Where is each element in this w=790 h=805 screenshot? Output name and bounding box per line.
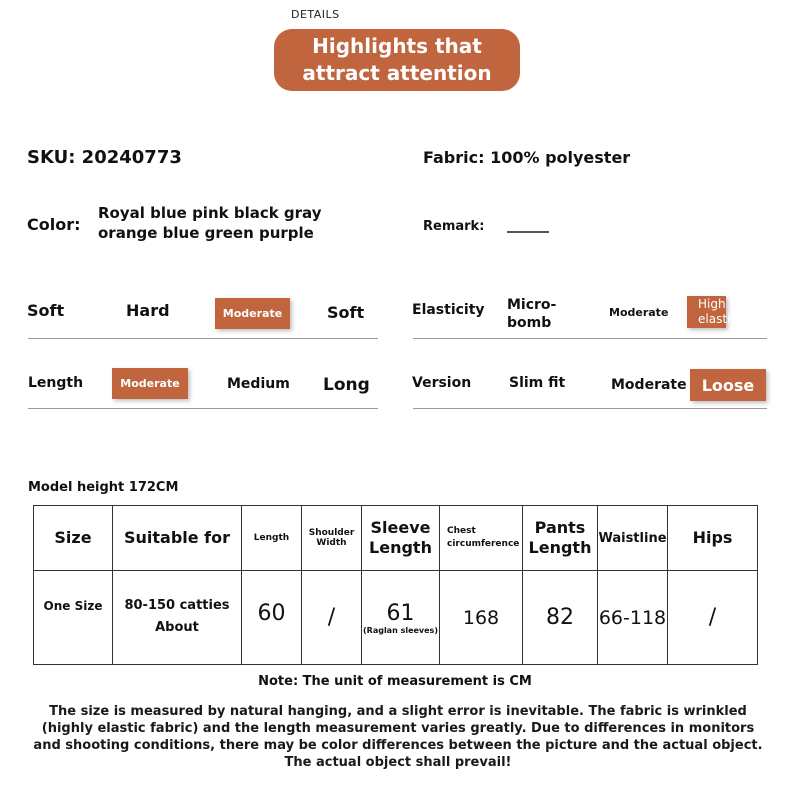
length-option-long: Long [323,375,370,395]
elasticity-divider [413,338,767,339]
cell-suitable-line-2: About [155,620,199,635]
size-table-row [34,571,758,665]
header-shoulder-width: Shoulder Width [302,506,362,571]
elasticity-selected-chip-line-2: elastic [698,312,737,326]
cell-suitable-for [113,571,242,665]
unit-note: Note: The unit of measurement is CM [258,674,532,689]
elasticity-option-micro-line-1: Micro- [507,297,557,313]
cell-sleeve-length [362,571,440,665]
details-label: DETAILS [291,8,340,21]
cell-size: One Size [34,571,113,665]
cell-suitable-line-1: 80-150 catties [124,598,230,613]
length-selected-chip: Moderate [112,368,188,399]
cell-hips: / [668,571,758,665]
header-waistline: Waistline [598,506,668,571]
header-sleeve-length-line-1: Sleeve [370,518,431,537]
highlights-banner: Highlights that attract attention [274,29,520,91]
softness-selected-chip: Moderate [215,298,290,329]
cell-length: 60 [242,571,302,665]
version-divider [413,408,767,409]
elasticity-label: Elasticity [412,302,485,318]
elasticity-selected-chip-line-1: High [698,297,726,311]
header-hips: Hips [668,506,758,571]
version-option-moderate: Moderate [611,377,687,393]
softness-option-hard: Hard [126,301,170,320]
header-pants-length [523,506,598,571]
elasticity-option-micro-line-2: bomb [507,315,552,331]
elasticity-option-micro [507,296,556,332]
disclaimer-text: The size is measured by natural hanging, and a slight error is inevitable. The fabric is wrinkled (highly elastic fabric) and the length measurement varies greatly. Due to differences in monitors and shooting conditions, there may be color differences between the picture and the actual object. The actual object shall prevail! [33,704,763,770]
header-suitable-for: Suitable for [113,506,242,571]
cell-waistline: 66-118 [598,571,668,665]
softness-label: Soft [27,301,65,320]
fabric-label: Fabric: 100% polyester [423,148,631,167]
elasticity-selected-chip [687,296,737,328]
header-pants-length-line-2: Length [528,538,592,557]
cell-sleeve-note: (Raglan sleeves) [363,625,438,635]
cell-pants-length: 82 [523,571,598,665]
remark-label: Remark: [423,219,485,234]
cell-chest: 168 [440,571,523,665]
size-table-header-row [34,506,758,571]
header-length: Length [242,506,302,571]
header-size: Size [34,506,113,571]
header-chest-line-2: circumference [447,539,520,549]
model-height: Model height 172CM [28,480,179,495]
softness-option-soft: Soft [327,303,365,322]
version-option-slim: Slim fit [509,375,566,391]
remark-blank-line [507,231,549,233]
color-label: Color: [27,215,81,234]
color-values [98,203,322,243]
color-values-line-2: orange blue green purple [98,224,314,242]
version-label: Version [412,375,472,391]
cell-sleeve-value: 61 [386,600,415,626]
softness-divider [28,338,378,339]
version-selected-chip: Loose [690,369,766,401]
color-values-line-1: Royal blue pink black gray [98,204,322,222]
header-sleeve-length-line-2: Length [369,538,432,557]
sku-label: SKU: 20240773 [27,147,182,168]
cell-shoulder-width: / [302,571,362,665]
length-divider [28,408,378,409]
header-chest-line-1: Chest [447,526,476,536]
length-option-medium: Medium [227,376,290,392]
size-table [33,505,758,665]
header-chest-circumference [440,506,523,571]
length-label: Length [28,375,84,391]
header-pants-length-line-1: Pants [534,518,586,537]
header-sleeve-length [362,506,440,571]
elasticity-option-moderate: Moderate [609,306,669,319]
